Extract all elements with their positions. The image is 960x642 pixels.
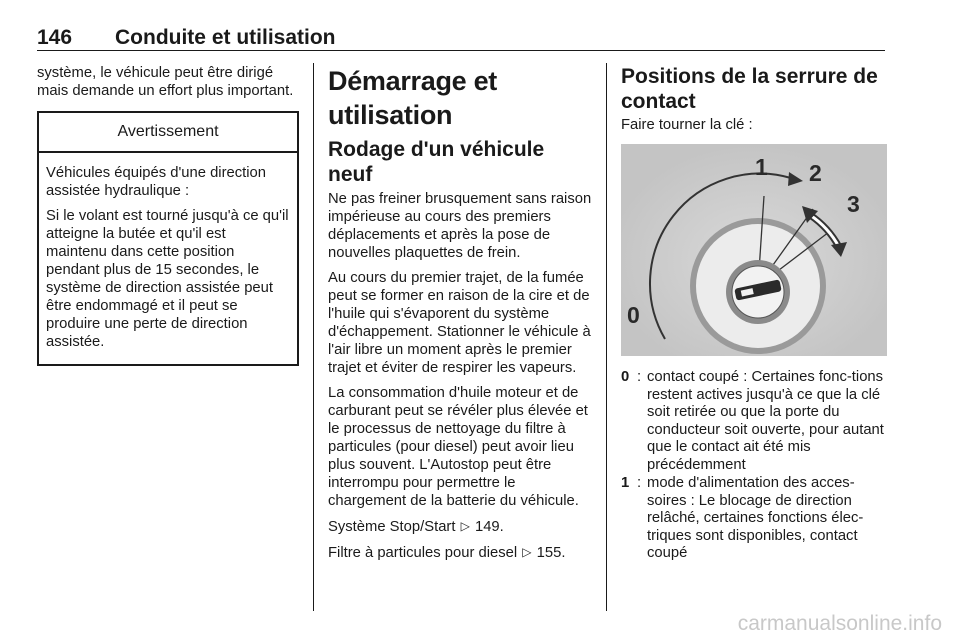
page-header (37, 22, 885, 50)
warning-paragraph: Véhicules équipés d'une direction assistée hydraulique : (46, 165, 266, 199)
legend-key: 1 (621, 475, 630, 491)
section-heading: Démarrage et utilisation (328, 66, 497, 130)
legend-item (621, 369, 887, 474)
column-right (621, 64, 887, 564)
legend-text: contact coupé : Certaines fonc-tions restent actives jusqu'à ce que la clé soit retirée ou que la porte du conducteur soit ouverte, pour autant que le contact ait été mis précédemment (647, 369, 884, 473)
cross-reference[interactable] (328, 517, 592, 536)
position-label-2: 2 (809, 160, 822, 186)
warning-title: Avertissement (39, 113, 297, 153)
intro-paragraph: système, le véhicule peut être dirigé mais demande un effort plus important. (37, 65, 294, 99)
watermark: carmanualsonline.info (737, 612, 942, 635)
legend-item (621, 475, 887, 563)
body-paragraph: La consommation d'huile moteur et de carburant peut se révéler plus élevée et le processus de nettoyage du filtre à particules (pour diesel) peut avoir lieu plus souvent. L'Autostop peut être interrompu pour permettre le chargement de la batterie du véhicule. (328, 385, 588, 509)
warning-body (39, 153, 297, 364)
column-divider-2 (606, 63, 607, 611)
legend-list (621, 369, 887, 563)
position-label-0: 0 (627, 302, 640, 328)
legend-text: mode d'alimentation des acces-soires : Le blocage de direction relâché, certaines fonctions élec-triques sont disponibles, contact coupé (647, 475, 864, 561)
section-heading: Positions de la serrure de contact (621, 65, 878, 113)
cross-reference[interactable] (328, 543, 592, 562)
cross-reference-text: Système Stop/Start (328, 519, 456, 535)
ignition-lock-illustration (621, 144, 887, 356)
legend-key: 0 (621, 369, 630, 385)
position-label-1: 1 (755, 154, 768, 180)
cross-reference-page: 149. (474, 519, 504, 535)
page-title: Conduite et utilisation (115, 26, 336, 49)
warning-box (37, 111, 299, 366)
intro-paragraph: Faire tourner la clé : (621, 117, 753, 133)
cross-reference-page: 155. (536, 545, 566, 561)
body-paragraph: Ne pas freiner brusquement sans raison impérieuse au cours des premiers déplacements et après la pose de nouvelles plaquettes de frein. (328, 191, 592, 261)
page-reference-icon: ▷ (460, 519, 470, 533)
header-rule (37, 50, 885, 51)
section-subheading: Rodage d'un véhicule neuf (328, 138, 545, 186)
legend-colon: : (636, 475, 642, 491)
warning-paragraph: Si le volant est tourné jusqu'à ce qu'il atteigne la butée et qu'il est maintenu dans cette position pendant plus de 15 secondes, le système de direction assistée peut être endommagé et il peut se produire une perte de direction assistée. (46, 208, 289, 350)
page-number: 146 (37, 26, 73, 49)
cross-reference-text: Filtre à particules pour diesel (328, 545, 518, 561)
legend-colon: : (636, 369, 642, 385)
position-label-3: 3 (847, 191, 860, 217)
ignition-lock-icon (621, 144, 887, 356)
body-paragraph: Au cours du premier trajet, de la fumée peut se former en raison de la cire et de l'huile qui s'évaporent du système d'échappement. Stationner le véhicule à l'air libre un moment après le premier trajet et éviter de respirer les vapeurs. (328, 270, 591, 376)
column-middle (328, 64, 592, 569)
column-divider-1 (313, 63, 314, 611)
page-reference-icon: ▷ (522, 545, 532, 559)
column-left (37, 64, 299, 366)
